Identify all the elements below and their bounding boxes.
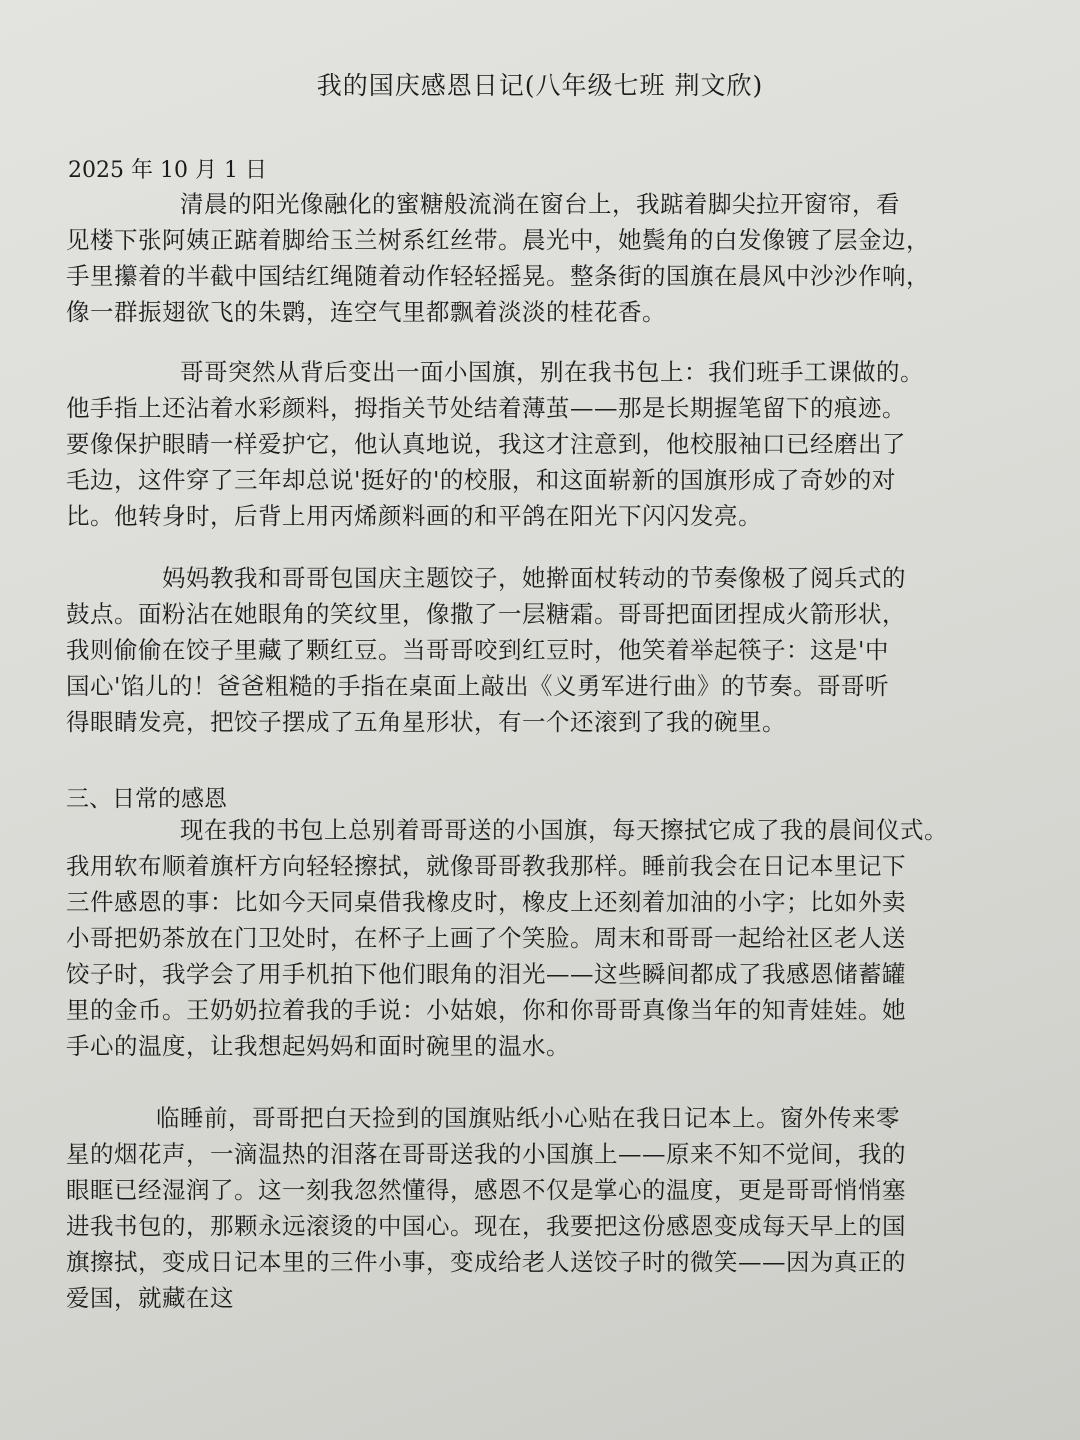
paragraph-line: 里的金币。王奶奶拉着我的手说：小姑娘，你和你哥哥真像当年的知青娃娃。她 (66, 996, 906, 1024)
section-heading: 三、日常的感恩 (66, 786, 227, 812)
paragraph-brother-flag (66, 354, 1056, 534)
page-title: 我的国庆感恩日记(八年级七班 荆文欣) (316, 71, 764, 100)
paragraph-line: 旗擦拭，变成日记本里的三件小事，变成给老人送饺子时的微笑——因为真正的 (66, 1248, 906, 1276)
paragraph-line: 妈妈教我和哥哥包国庆主题饺子，她擀面杖转动的节奏像极了阅兵式的 (162, 564, 906, 592)
paragraph-line: 星的烟花声，一滴温热的泪落在哥哥送我的小国旗上——原来不知不觉间，我的 (66, 1140, 906, 1168)
paragraph-line: 我则偷偷在饺子里藏了颗红豆。当哥哥咬到红豆时，他笑着举起筷子：这是'中 (66, 636, 889, 664)
paragraph-morning (66, 186, 1056, 330)
paragraph-line: 清晨的阳光像融化的蜜糖般流淌在窗台上，我踮着脚尖拉开窗帘，看 (180, 190, 900, 218)
paragraph-line: 见楼下张阿姨正踮着脚给玉兰树系红丝带。晨光中，她鬓角的白发像镀了层金边， (66, 226, 930, 254)
paragraph-line: 我用软布顺着旗杆方向轻轻擦拭，就像哥哥教我那样。睡前我会在日记本里记下 (66, 852, 906, 880)
paragraph-dumplings (66, 560, 1056, 740)
paragraph-line: 爱国，就藏在这 (66, 1284, 234, 1312)
paragraph-line: 毛边，这件穿了三年却总说'挺好的'的校服，和这面崭新的国旗形成了奇妙的对 (66, 466, 896, 494)
diary-date: 2025 年 10 月 1 日 (68, 158, 267, 183)
paragraph-line: 现在我的书包上总别着哥哥送的小国旗，每天擦拭它成了我的晨间仪式。 (180, 816, 948, 844)
paragraph-line: 饺子时，我学会了用手机拍下他们眼角的泪光——这些瞬间都成了我感恩储蓄罐 (66, 960, 906, 988)
paragraph-line: 鼓点。面粉沾在她眼角的笑纹里，像撒了一层糖霜。哥哥把面团捏成火箭形状， (66, 600, 906, 628)
paragraph-bedtime (66, 1100, 1056, 1316)
paragraph-line: 进我书包的，那颗永远滚烫的中国心。现在，我要把这份感恩变成每天早上的国 (66, 1212, 906, 1240)
paragraph-line: 他手指上还沾着水彩颜料，拇指关节处结着薄茧——那是长期握笔留下的痕迹。 (66, 394, 906, 422)
paragraph-line: 得眼睛发亮，把饺子摆成了五角星形状，有一个还滚到了我的碗里。 (66, 708, 786, 736)
paragraph-line: 手里攥着的半截中国结红绳随着动作轻轻摇晃。整条街的国旗在晨风中沙沙作响， (66, 262, 930, 290)
paragraph-line: 三件感恩的事：比如今天同桌借我橡皮时，橡皮上还刻着加油的小字；比如外卖 (66, 888, 906, 916)
paragraph-line: 手心的温度，让我想起妈妈和面时碗里的温水。 (66, 1032, 570, 1060)
paragraph-line: 像一群振翅欲飞的朱鹮，连空气里都飘着淡淡的桂花香。 (66, 298, 666, 326)
paragraph-daily-gratitude (66, 812, 1056, 1064)
paragraph-line: 国心'馅儿的！爸爸粗糙的手指在桌面上敲出《义勇军进行曲》的节奏。哥哥听 (66, 672, 889, 700)
paragraph-line: 小哥把奶茶放在门卫处时，在杯子上画了个笑脸。周末和哥哥一起给社区老人送 (66, 924, 906, 952)
paragraph-line: 哥哥突然从背后变出一面小国旗，别在我书包上：我们班手工课做的。 (180, 358, 924, 386)
paragraph-line: 眼眶已经湿润了。这一刻我忽然懂得，感恩不仅是掌心的温度，更是哥哥悄悄塞 (66, 1176, 906, 1204)
paragraph-line: 比。他转身时，后背上用丙烯颜料画的和平鸽在阳光下闪闪发亮。 (66, 502, 762, 530)
paragraph-line: 要像保护眼睛一样爱护它，他认真地说，我这才注意到，他校服袖口已经磨出了 (66, 430, 906, 458)
paragraph-line: 临睡前，哥哥把白天捡到的国旗贴纸小心贴在我日记本上。窗外传来零 (156, 1104, 900, 1132)
